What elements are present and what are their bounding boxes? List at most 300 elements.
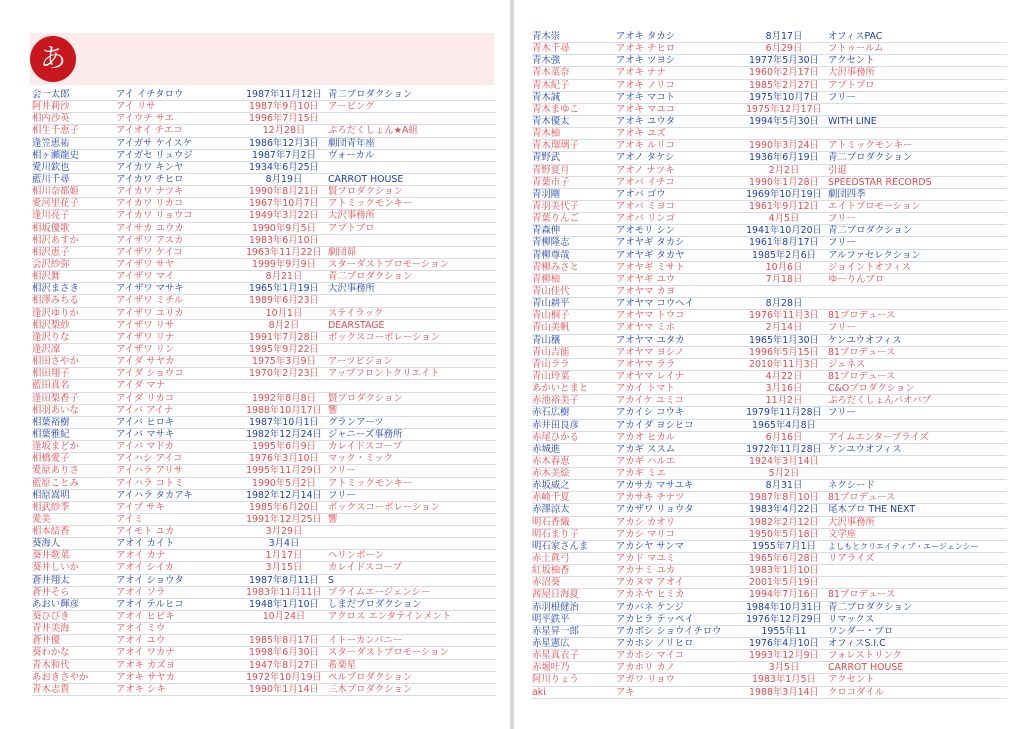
agency-name: フリー xyxy=(828,213,856,225)
agency-name: ケンユウオフィス xyxy=(828,443,902,455)
index-letter-badge: あ xyxy=(30,36,76,82)
person-kana: アオノ タケシ xyxy=(616,152,675,164)
person-kana: アカシ カオリ xyxy=(616,516,676,528)
person-name: 青葉りんご xyxy=(532,213,579,225)
birth-date: 1985年8月17日 xyxy=(249,635,319,647)
person-name: 明石家さんま xyxy=(532,540,589,552)
person-kana: アオキ マユコ xyxy=(616,103,676,115)
list-row xyxy=(532,589,1007,601)
person-kana: アイザワ ケイコ xyxy=(116,246,183,258)
person-kana: アイザワ マイ xyxy=(116,271,175,283)
list-row xyxy=(532,371,1007,383)
list-row xyxy=(532,322,1007,334)
agency-name: フリー xyxy=(828,237,856,249)
person-name: 逢田梨香子 xyxy=(32,392,79,404)
list-row xyxy=(532,577,1007,589)
birth-date: 1987年9月10日 xyxy=(249,101,319,113)
agency-name: アクセント xyxy=(828,55,875,67)
list-row xyxy=(532,456,1007,468)
right-page xyxy=(514,0,1024,729)
list-row xyxy=(532,104,1007,116)
person-kana: アイ イチタロウ xyxy=(116,89,184,100)
birth-date: 1972年11月28日 xyxy=(746,443,822,455)
person-kana: アガワ リョウ xyxy=(616,674,675,686)
person-name: 青木誠 xyxy=(532,91,561,103)
agency-name: 大沢事務所 xyxy=(828,516,875,528)
birth-date: 1990年5月2日 xyxy=(252,477,316,489)
list-row xyxy=(532,420,1007,432)
person-kana: アオバ イチコ xyxy=(616,176,675,188)
person-kana: アオキ チヒロ xyxy=(616,43,676,55)
person-name: 明石香織 xyxy=(532,516,570,528)
person-name: 青木崇 xyxy=(532,31,561,42)
person-name: 葵海人 xyxy=(32,538,61,550)
person-kana: アカボシ ショウイチロウ xyxy=(616,625,722,637)
person-name: 相原嵩明 xyxy=(32,489,70,501)
list-row xyxy=(32,186,496,198)
list-row xyxy=(32,320,496,332)
person-name: 青羽美代子 xyxy=(532,200,579,212)
person-name: 相沢梨紗 xyxy=(32,319,70,331)
person-name: 赤沼葵 xyxy=(532,577,561,589)
person-kana: アオイ ワカナ xyxy=(116,647,175,659)
birth-date: 3月16日 xyxy=(765,383,803,395)
person-kana: アオキ シキ xyxy=(116,683,166,695)
birth-date: 1985年2月6日 xyxy=(752,249,816,261)
birth-date: 1990年3月24日 xyxy=(749,140,819,152)
birth-date: 1991年12月25日 xyxy=(246,513,322,525)
person-name: 青葉市子 xyxy=(532,176,570,188)
agency-name: 81プロデュース xyxy=(828,310,896,322)
list-row xyxy=(532,395,1007,407)
person-kana: アイガサ ケイスケ xyxy=(116,137,193,149)
person-kana: アイモト ユカ xyxy=(116,526,175,538)
person-name: 相葉雅紀 xyxy=(32,428,70,440)
list-row xyxy=(32,247,496,259)
person-name: 青柳隆志 xyxy=(532,237,570,249)
birth-date: 4月22日 xyxy=(765,370,803,382)
agency-name: 81プロデュース xyxy=(828,346,896,358)
person-name: 赤城進 xyxy=(532,443,561,455)
list-row xyxy=(532,201,1007,213)
person-name: 青柳尊哉 xyxy=(532,249,570,261)
birth-date: 1955年7月1日 xyxy=(752,540,816,552)
list-row xyxy=(532,55,1007,67)
birth-date: 8月2日 xyxy=(268,319,300,331)
birth-date: 1975年3月9日 xyxy=(252,356,316,368)
person-kana: アオヤギ ユウ xyxy=(616,273,676,285)
list-row xyxy=(532,359,1007,371)
list-row xyxy=(532,274,1007,286)
list-row xyxy=(532,492,1007,504)
list-row xyxy=(532,335,1007,347)
agency-name: 響 xyxy=(328,404,338,416)
list-row xyxy=(32,125,496,137)
person-name: 会一太郎 xyxy=(32,89,70,100)
birth-date: 1998年6月30日 xyxy=(249,647,319,659)
agency-name: 青二プロダクション xyxy=(828,152,913,164)
list-row xyxy=(532,80,1007,92)
person-kana: アオイ テルヒコ xyxy=(116,598,184,610)
birth-date: 1948年1月10日 xyxy=(249,598,319,610)
agency-name: 大沢事務所 xyxy=(828,67,875,79)
birth-date: 1987年7月2日 xyxy=(252,149,316,161)
person-name: 蒼井そら xyxy=(32,586,70,598)
birth-date: 1963年11月22日 xyxy=(246,246,322,258)
birth-date: 2月14日 xyxy=(765,322,803,334)
person-name: 青森伸 xyxy=(532,225,561,237)
agency-name: 81プロデュース xyxy=(828,589,896,601)
right-name-list xyxy=(532,31,1007,699)
birth-date: 1976年11月3日 xyxy=(749,310,819,322)
agency-name: ステイラック xyxy=(328,307,384,319)
birth-date: 1965年1月30日 xyxy=(749,334,819,346)
person-kana: アオキ ユウタ xyxy=(616,115,676,127)
birth-date: 1961年8月17日 xyxy=(749,237,819,249)
person-kana: アイザワ リナ xyxy=(116,331,175,343)
birth-date: 1941年10月20日 xyxy=(746,225,822,237)
birth-date: 11月2日 xyxy=(765,395,803,407)
person-name: 青野夏月 xyxy=(532,164,570,176)
person-name: 蒼井翔太 xyxy=(32,574,70,586)
person-name: 青木柚 xyxy=(532,128,561,140)
person-kana: アイブ サキ xyxy=(116,501,165,513)
person-name: 葵わかな xyxy=(32,647,70,659)
birth-date: 1990年9月5日 xyxy=(252,222,316,234)
list-row xyxy=(32,611,496,623)
person-name: 赤尾ひかる xyxy=(532,431,579,443)
person-kana: アイダ マナ xyxy=(116,380,166,392)
list-row xyxy=(32,684,496,696)
person-name: 青野武 xyxy=(532,152,561,164)
person-name: 藍田真名 xyxy=(32,380,70,392)
person-kana: アオヤマ カヨ xyxy=(616,285,676,297)
person-name: 葵ひびき xyxy=(32,611,70,623)
person-kana: アイバ アイナ xyxy=(116,404,174,416)
list-row xyxy=(532,128,1007,140)
agency-name: グランアーツ xyxy=(328,416,384,428)
birth-date: 8月28日 xyxy=(765,298,803,310)
list-row xyxy=(532,529,1007,541)
list-row xyxy=(532,638,1007,650)
person-name: 青木紀子 xyxy=(532,79,570,91)
agency-name: 81プロデュース xyxy=(828,370,896,382)
person-kana: アイカワ チヒロ xyxy=(116,173,184,185)
birth-date: 1月17日 xyxy=(265,550,303,562)
person-name: 相葉裕樹 xyxy=(32,416,70,428)
person-name: 愛美 xyxy=(32,513,51,525)
agency-name: クロコダイル xyxy=(828,686,885,698)
agency-name: 大沢事務所 xyxy=(328,210,375,222)
person-name: 赤土眞弓 xyxy=(532,553,570,565)
person-kana: アカネヤ ヒミカ xyxy=(616,589,685,601)
birth-date: 3月29日 xyxy=(265,526,303,538)
person-kana: アカイ トマト xyxy=(616,383,675,395)
person-kana: アカド マユミ xyxy=(616,553,676,565)
list-row xyxy=(32,526,496,538)
agency-name: ボックスコーポレーション xyxy=(328,501,441,513)
birth-date: 1992年8月8日 xyxy=(252,392,316,404)
list-row xyxy=(32,478,496,490)
agency-name: アトミックモンキー xyxy=(328,477,413,489)
list-row xyxy=(532,383,1007,395)
person-kana: アカヒラ テッペイ xyxy=(616,613,694,625)
agency-name: 81プロデュース xyxy=(828,492,896,504)
agency-name: ペルプロダクション xyxy=(328,671,413,683)
agency-name: CARROT HOUSE xyxy=(328,173,404,185)
agency-name: フリー xyxy=(828,91,856,103)
person-kana: アカナミ ユカ xyxy=(616,565,676,577)
person-kana: アカギ ミエ xyxy=(616,468,666,480)
person-kana: アオイ カイト xyxy=(116,538,175,550)
birth-date: 1987年8月11日 xyxy=(249,574,319,586)
agency-name: 劇団青年座 xyxy=(328,137,375,149)
person-kana: アカイシ コウキ xyxy=(616,407,685,419)
person-name: 阿井莉沙 xyxy=(32,101,70,113)
agency-name: アーピング xyxy=(328,101,375,113)
agency-name: アトミックモンキー xyxy=(328,198,413,210)
person-kana: アオノ ナツキ xyxy=(616,164,675,176)
birth-date: 1983年6月10日 xyxy=(249,234,319,246)
list-row xyxy=(532,310,1007,322)
list-row xyxy=(532,407,1007,419)
person-kana: アカイケ ユミコ xyxy=(616,395,685,407)
agency-name: 引退 xyxy=(828,164,847,176)
person-kana: アオヤマ レイナ xyxy=(616,370,685,382)
birth-date: 1990年8月21日 xyxy=(249,186,319,198)
list-row xyxy=(32,271,496,283)
agency-name: アプトプロ xyxy=(328,222,375,234)
person-kana: アイダ サヤカ xyxy=(116,356,175,368)
person-name: 青木志貴 xyxy=(32,683,70,695)
person-kana: アイバ ヒロキ xyxy=(116,416,175,428)
person-name: 赤石広樹 xyxy=(532,407,570,419)
birth-date: 8月31日 xyxy=(765,480,803,492)
agency-name: フトゥールム xyxy=(828,43,884,55)
birth-date: 1976年3月10日 xyxy=(249,453,319,465)
agency-name: オフィスS.I.C xyxy=(828,638,886,650)
list-row xyxy=(532,67,1007,79)
list-row xyxy=(532,565,1007,577)
list-row xyxy=(32,344,496,356)
agency-name: アトミックモンキー xyxy=(828,140,913,152)
agency-name: 尾木プロ THE NEXT xyxy=(828,504,916,516)
birth-date: 1975年12月17日 xyxy=(746,103,822,115)
list-row xyxy=(32,235,496,247)
birth-date: 1947年8月27日 xyxy=(249,659,319,671)
agency-name: ヴォーカル xyxy=(328,149,375,161)
person-name: 逢沢りな xyxy=(32,331,70,343)
birth-date: 1970年2月23日 xyxy=(249,368,319,380)
person-name: 相田さやか xyxy=(32,356,79,368)
list-row xyxy=(32,138,496,150)
person-name: 青山桐子 xyxy=(532,310,570,322)
list-row xyxy=(532,298,1007,310)
agency-name: アクロス エンタテインメント xyxy=(328,611,452,623)
birth-date: 1987年11月12日 xyxy=(246,89,322,100)
person-name: 愛川欽也 xyxy=(32,161,70,173)
agency-name: ネクシード xyxy=(828,480,875,492)
person-kana: アオバ ミヨコ xyxy=(616,200,675,212)
person-kana: アイダ リカコ xyxy=(116,392,175,404)
list-row xyxy=(32,356,496,368)
birth-date: 1967年10月7日 xyxy=(249,198,319,210)
person-name: 相生千恵子 xyxy=(32,125,79,137)
person-kana: アイザワ ユリカ xyxy=(116,307,184,319)
birth-date: 2001年5月19日 xyxy=(749,577,819,589)
person-kana: アイバ マドカ xyxy=(116,441,174,453)
list-row xyxy=(32,223,496,235)
birth-date: 1985年2月27日 xyxy=(749,79,819,91)
birth-date: 4月5日 xyxy=(768,213,800,225)
birth-date: 7月18日 xyxy=(765,273,803,285)
person-kana: アイ リサ xyxy=(116,101,156,113)
person-name: 青木瑠璃子 xyxy=(532,140,579,152)
person-name: 青井美海 xyxy=(32,623,70,635)
person-kana: アイザワ リサ xyxy=(116,319,175,331)
list-row xyxy=(532,152,1007,164)
person-name: 赤羽根健治 xyxy=(532,601,579,613)
agency-name: 文学座 xyxy=(828,528,857,540)
agency-name: 青二プロダクション xyxy=(828,601,913,613)
person-name: 相田翔子 xyxy=(32,368,70,380)
agency-name: WITH LINE xyxy=(828,115,877,127)
birth-date: 1983年4月22日 xyxy=(749,504,819,516)
birth-date: 1949年3月22日 xyxy=(249,210,319,222)
person-name: 青木まゆこ xyxy=(532,103,579,115)
agency-name: プライムエージェンシー xyxy=(328,586,431,598)
birth-date: 1989年6月23日 xyxy=(249,295,319,307)
birth-date: 6月16日 xyxy=(765,431,803,443)
birth-date: 1983年1月10日 xyxy=(749,565,819,577)
list-row xyxy=(32,672,496,684)
list-row xyxy=(532,31,1007,43)
person-name: 赤星昇一郎 xyxy=(532,625,579,637)
agency-name: ケンユウオフィス xyxy=(828,334,902,346)
person-kana: アオキ ルリコ xyxy=(616,140,675,152)
birth-date: 1983年11月11日 xyxy=(246,586,322,598)
agency-name: 大沢事務所 xyxy=(328,283,375,295)
list-row xyxy=(532,602,1007,614)
person-name: 赤澤涼太 xyxy=(532,504,570,516)
list-row xyxy=(532,43,1007,55)
list-row xyxy=(532,517,1007,529)
person-name: 青山佳代 xyxy=(532,285,570,297)
agency-name: ボックスコーポレーション xyxy=(328,331,441,343)
list-row xyxy=(32,393,496,405)
list-row xyxy=(32,368,496,380)
person-name: 葵井歌菜 xyxy=(32,550,70,562)
agency-name: カレイドスコープ xyxy=(328,441,402,453)
agency-name: フリー xyxy=(328,465,356,477)
list-row xyxy=(532,541,1007,553)
agency-name: フリー xyxy=(828,407,856,419)
person-name: 相羽あいな xyxy=(32,404,79,416)
person-name: 相沢舞 xyxy=(32,271,61,283)
person-kana: アオヤマ ミホ xyxy=(616,322,676,334)
list-row xyxy=(32,150,496,162)
person-name: 赤木美絵 xyxy=(532,468,570,480)
birth-date: 1993年12月9日 xyxy=(749,650,819,662)
birth-date: 1977年5月30日 xyxy=(749,55,819,67)
list-row xyxy=(32,453,496,465)
person-kana: アイミ xyxy=(116,513,144,525)
agency-name: アクセント xyxy=(828,674,875,686)
person-kana: アイダ ショウコ xyxy=(116,368,184,380)
agency-name: 青二プロダクション xyxy=(328,271,413,283)
agency-name: スターダストプロモーション xyxy=(328,647,449,659)
birth-date: 1965年1月19日 xyxy=(249,283,319,295)
person-kana: アカギ ススム xyxy=(616,443,676,455)
birth-date: 1994年7月16日 xyxy=(749,589,819,601)
person-kana: アイカワ キンヤ xyxy=(116,161,184,173)
person-kana: アカホシ ノリヒロ xyxy=(616,638,694,650)
person-kana: アオモリ シン xyxy=(616,225,675,237)
left-name-list xyxy=(32,89,496,696)
person-kana: アオキ ナナ xyxy=(616,67,666,79)
agency-name: スターダストプロモーション xyxy=(328,258,449,270)
person-kana: アオバ リンゴ xyxy=(616,213,675,225)
person-kana: アイカワ リョウコ xyxy=(116,210,193,222)
birth-date: 1991年7月28日 xyxy=(249,331,319,343)
person-kana: アイサカ ユウカ xyxy=(116,222,184,234)
list-row xyxy=(32,210,496,222)
person-name: 愛原ありさ xyxy=(32,465,79,477)
person-name: 逢沢凜 xyxy=(32,343,61,355)
agency-name: 劇団昴 xyxy=(328,246,357,258)
person-name: あかいとまと xyxy=(532,383,589,395)
birth-date: 1979年11月28日 xyxy=(746,407,822,419)
birth-date: 1965年6月28日 xyxy=(749,553,819,565)
person-kana: アカサキ チナツ xyxy=(616,492,685,504)
person-name: 相武紗季 xyxy=(32,501,70,513)
person-kana: アオヤマ トウコ xyxy=(616,310,685,322)
birth-date: 8月21日 xyxy=(265,271,303,283)
person-name: 青柳柚 xyxy=(532,273,561,285)
birth-date: 3月5日 xyxy=(768,662,800,674)
agency-name: しまだプロダクション xyxy=(328,598,422,610)
list-row xyxy=(532,177,1007,189)
person-name: 葵井しいか xyxy=(32,562,79,574)
birth-date: 3月15日 xyxy=(265,562,303,574)
index-header-band xyxy=(30,33,494,85)
list-row xyxy=(32,259,496,271)
person-name: 茜屋日海夏 xyxy=(532,589,579,601)
list-row xyxy=(532,480,1007,492)
person-name: 阿川りょう xyxy=(532,674,579,686)
person-kana: アオキ ノリコ xyxy=(616,79,675,91)
birth-date: 1960年2月17日 xyxy=(749,67,819,79)
list-row xyxy=(532,626,1007,638)
agency-name: ジャニーズ事務所 xyxy=(328,428,403,440)
person-name: 相ヶ瀬龍史 xyxy=(32,149,79,161)
person-kana: アイバ マサキ xyxy=(116,428,175,440)
birth-date: 1988年3月14日 xyxy=(749,686,819,698)
agency-name: アップフロントクリエイト xyxy=(328,368,440,380)
birth-date: 1988年10月17日 xyxy=(246,404,322,416)
list-row xyxy=(532,468,1007,480)
list-row xyxy=(532,432,1007,444)
agency-name: 希楽星 xyxy=(328,659,357,671)
birth-date: 1982年12月24日 xyxy=(246,428,322,440)
list-row xyxy=(532,116,1007,128)
list-row xyxy=(32,562,496,574)
person-name: 相本結香 xyxy=(32,526,70,538)
list-row xyxy=(532,250,1007,262)
person-kana: アオバ ゴウ xyxy=(616,188,666,200)
agency-name: 賢プロダクション xyxy=(328,392,403,404)
person-kana: アイオイ チエコ xyxy=(116,125,183,137)
